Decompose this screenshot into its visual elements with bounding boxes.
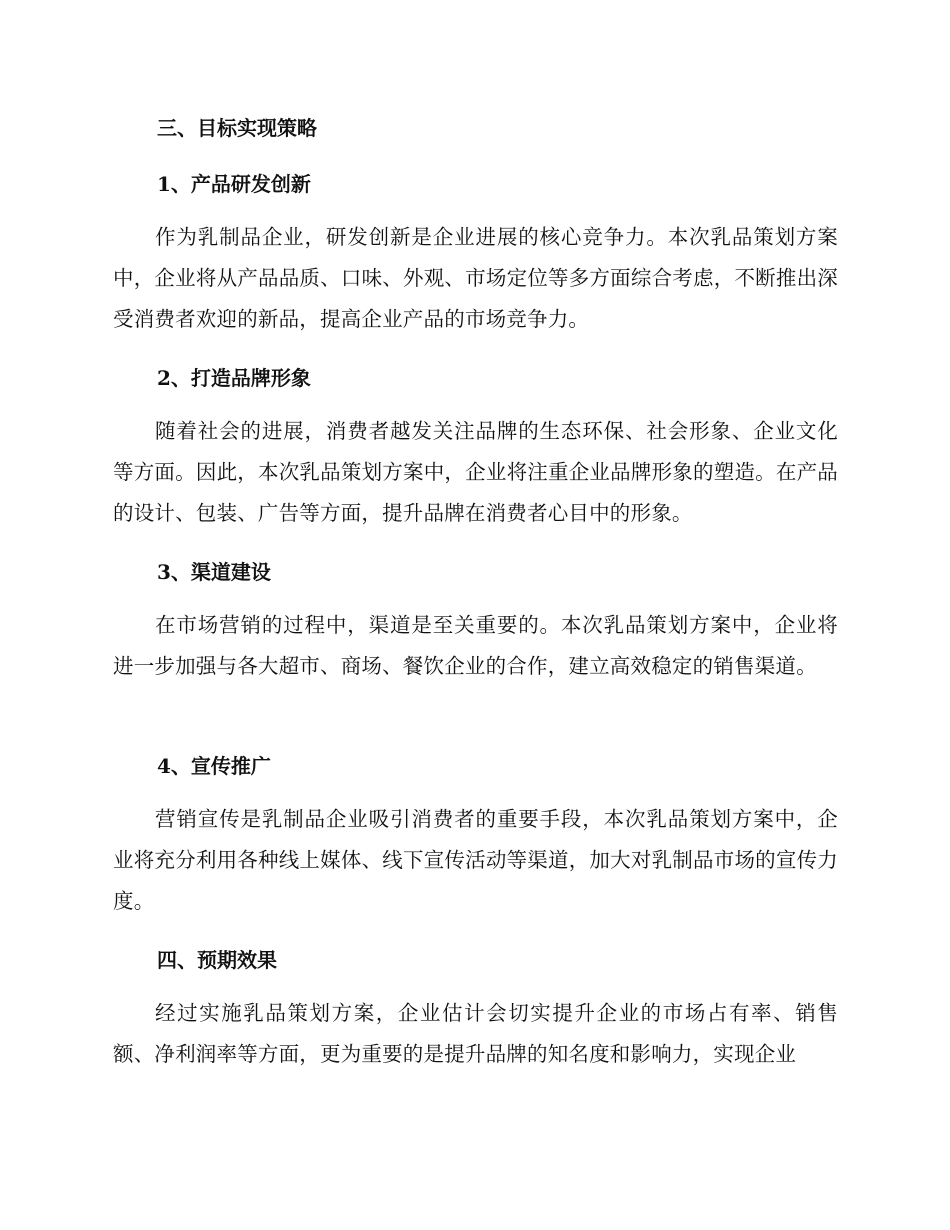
- subheading-channel: 3、渠道建设: [157, 560, 271, 584]
- subheading-promotion: 4、宣传推广: [157, 754, 271, 778]
- section-heading-expected-effect: 四、预期效果: [157, 948, 277, 972]
- paragraph-channel: 在市场营销的过程中，渠道是至关重要的。本次乳品策划方案中，企业将进一步加强与各大超市、商场、餐饮企业的合作，建立高效稳定的销售渠道。: [113, 613, 838, 678]
- subheading-brand-image: 2、打造品牌形象: [157, 366, 311, 390]
- subheading-product-rd: 1、产品研发创新: [157, 172, 311, 196]
- section-heading-strategy: 三、目标实现策略: [157, 116, 317, 140]
- paragraph-product-rd: 作为乳制品企业，研发创新是企业进展的核心竞争力。本次乳品策划方案中，企业将从产品品质、口味、外观、市场定位等多方面综合考虑，不断推出深受消费者欢迎的新品，提高企业产品的市场竞争力。: [113, 225, 838, 331]
- paragraph-promotion: 营销宣传是乳制品企业吸引消费者的重要手段，本次乳品策划方案中，企业将充分利用各种线上媒体、线下宣传活动等渠道，加大对乳制品市场的宣传力度。: [113, 807, 838, 913]
- paragraph-expected-effect: 经过实施乳品策划方案，企业估计会切实提升企业的市场占有率、销售额、净利润率等方面，更为重要的是提升品牌的知名度和影响力，实现企业: [113, 1001, 838, 1066]
- paragraph-brand-image: 随着社会的进展，消费者越发关注品牌的生态环保、社会形象、企业文化等方面。因此，本次乳品策划方案中，企业将注重企业品牌形象的塑造。在产品的设计、包装、广告等方面，提升品牌在消费者心目中的形象。: [113, 419, 838, 525]
